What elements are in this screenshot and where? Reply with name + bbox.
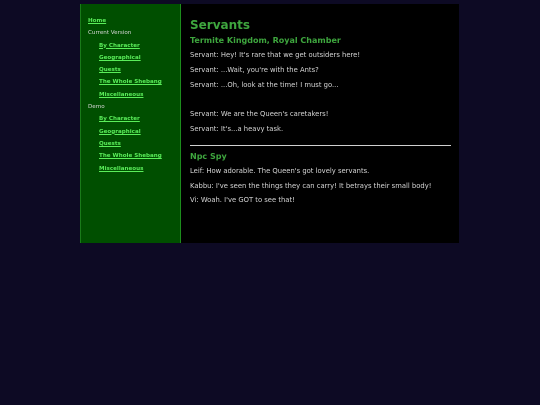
section-heading-npc-spy: Npc Spy — [190, 151, 227, 161]
dialogue-line: Servant: It's...a heavy task. — [190, 124, 284, 133]
page-title: Servants — [190, 18, 251, 32]
nav-demo-miscellaneous-link[interactable]: Miscellaneous — [99, 165, 144, 172]
nav-demo-quests-link[interactable]: Quests — [99, 140, 121, 147]
nav-heading-demo: Demo — [88, 104, 105, 111]
dialogue-list-royal-chamber — [190, 48, 451, 137]
section-heading-royal-chamber: Termite Kingdom, Royal Chamber — [190, 36, 341, 45]
nav-current-whole-shebang-link[interactable]: The Whole Shebang — [99, 79, 162, 86]
dialogue-line: Vi: Woah. I've GOT to see that! — [190, 196, 295, 205]
nav-current-quests-link[interactable]: Quests — [99, 67, 121, 74]
dialogue-spacer — [190, 92, 451, 107]
nav-current-geographical-link[interactable]: Geographical — [99, 54, 141, 61]
main-content — [181, 4, 459, 243]
dialogue-line: Kabbu: I've seen the things they can carry! It betrays their small body! — [190, 181, 432, 190]
nav-home-link[interactable]: Home — [88, 18, 107, 24]
dialogue-line: Servant: ...Wait, you're with the Ants? — [190, 65, 319, 74]
nav-heading-current-version: Current Version — [88, 30, 132, 37]
dialogue-list-npc-spy — [190, 164, 451, 208]
dialogue-line: Servant: We are the Queen's caretakers! — [190, 110, 329, 119]
dialogue-line: Leif: How adorable. The Queen's got lovely servants. — [190, 166, 370, 175]
nav-current-miscellaneous-link[interactable]: Miscellaneous — [99, 91, 144, 98]
dialogue-line: Servant: ...Oh, look at the time! I must go... — [190, 80, 339, 89]
page-frame — [80, 4, 459, 243]
nav-demo-by-character-link[interactable]: By Character — [99, 116, 140, 123]
sidebar — [80, 4, 181, 243]
nav-current-by-character-link[interactable]: By Character — [99, 42, 140, 49]
nav-demo-whole-shebang-link[interactable]: The Whole Shebang — [99, 153, 162, 160]
nav-demo-geographical-link[interactable]: Geographical — [99, 128, 141, 135]
dialogue-line: Servant: Hey! It's rare that we get outsiders here! — [190, 51, 361, 59]
section-divider — [190, 145, 451, 146]
